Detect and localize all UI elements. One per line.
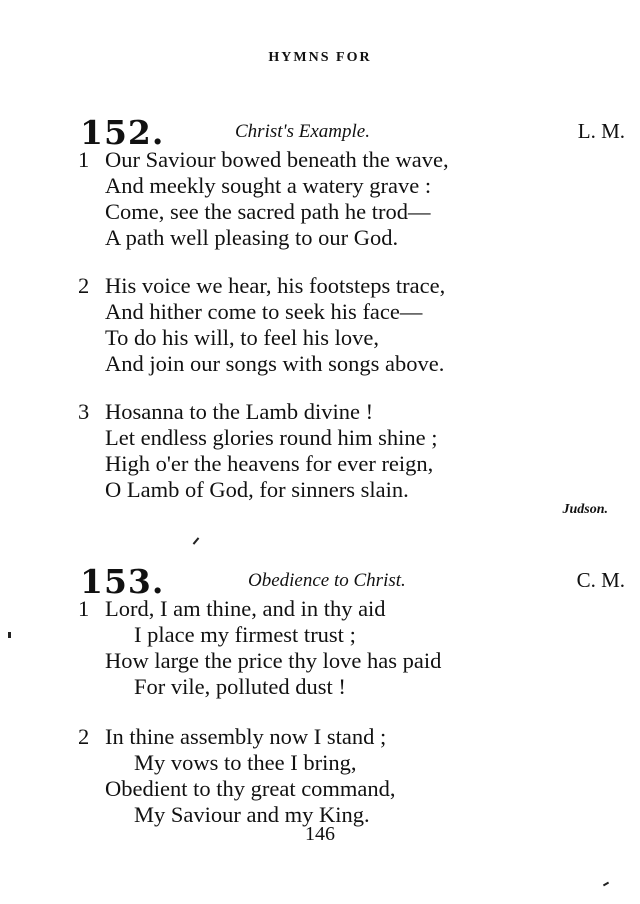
- scan-speck: [603, 882, 609, 887]
- stanza-line: My vows to thee I bring,: [134, 750, 357, 775]
- stanza-line: Let endless glories round him shine ;: [105, 425, 438, 450]
- hymn-meter: C. M.: [576, 568, 625, 592]
- stanza-line: How large the price thy love has paid: [105, 648, 442, 673]
- stanza-line: And meekly sought a watery grave :: [105, 173, 432, 198]
- stanza-number: 1: [78, 147, 90, 172]
- stanza-line: High o'er the heavens for ever reign,: [105, 451, 434, 476]
- hymn-meter: L. M.: [577, 119, 625, 143]
- scan-speck: [8, 632, 11, 638]
- scan-speck: [193, 537, 200, 544]
- stanza-line: Our Saviour bowed beneath the wave,: [105, 147, 449, 172]
- stanza-line: His voice we hear, his footsteps trace,: [105, 273, 446, 298]
- hymn-number: 153.: [80, 562, 165, 601]
- hymn-number: 152.: [80, 113, 165, 152]
- running-header: HYMNS FOR: [268, 50, 372, 65]
- stanza-line: Obedient to thy great command,: [105, 776, 396, 801]
- stanza-line: And join our songs with songs above.: [105, 351, 445, 376]
- stanza-line: My Saviour and my King.: [134, 802, 370, 827]
- stanza-line: For vile, polluted dust !: [134, 674, 346, 699]
- stanza-line: Come, see the sacred path he trod—: [105, 199, 431, 224]
- hymn-title: Christ's Example.: [235, 121, 370, 142]
- stanza-line: Lord, I am thine, and in thy aid: [105, 596, 386, 621]
- stanza-line: To do his will, to feel his love,: [105, 325, 380, 350]
- stanza-number: 1: [78, 596, 90, 621]
- stanza-line: I place my firmest trust ;: [134, 622, 356, 647]
- stanza-line: Hosanna to the Lamb divine !: [105, 399, 374, 424]
- stanza-line: O Lamb of God, for sinners slain.: [105, 477, 409, 502]
- page-number: 146: [305, 823, 335, 845]
- hymn-title: Obedience to Christ.: [248, 570, 406, 591]
- stanza-number: 2: [78, 724, 90, 749]
- stanza-line: In thine assembly now I stand ;: [105, 724, 387, 749]
- stanza-number: 3: [78, 399, 90, 424]
- stanza-line: A path well pleasing to our God.: [105, 225, 399, 250]
- stanza-line: And hither come to seek his face—: [105, 299, 423, 324]
- hymn-author: Judson.: [562, 502, 608, 517]
- stanza-number: 2: [78, 273, 90, 298]
